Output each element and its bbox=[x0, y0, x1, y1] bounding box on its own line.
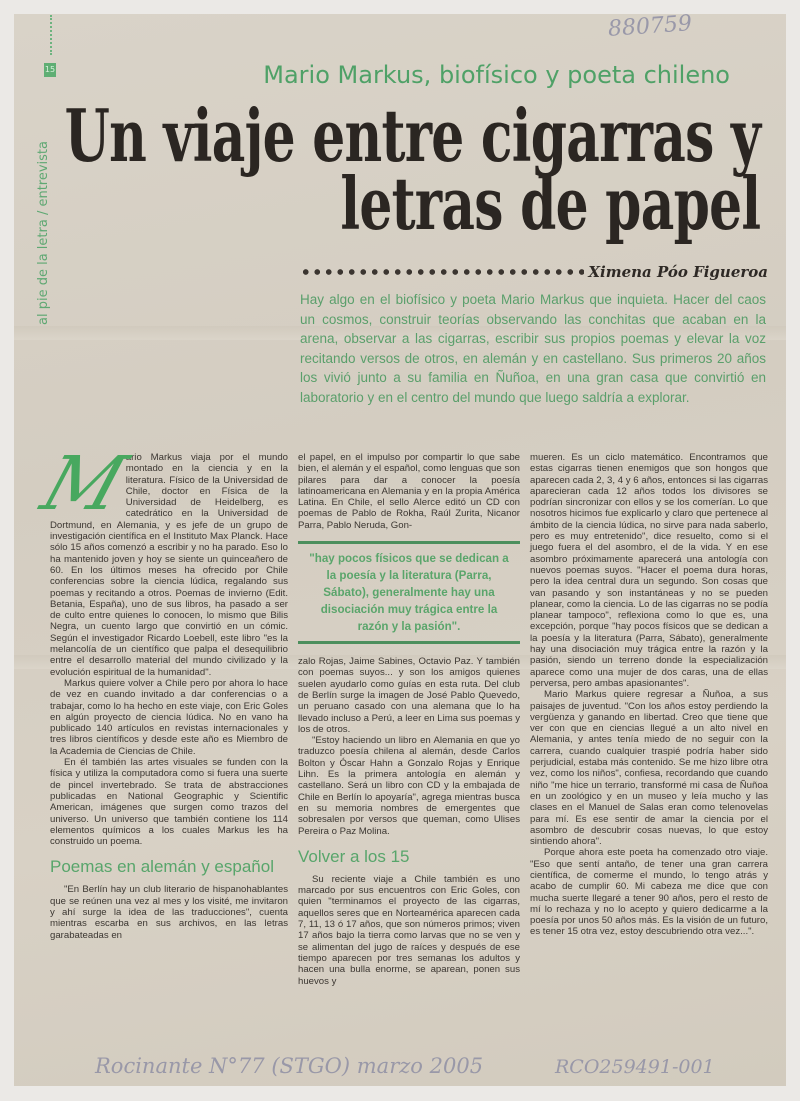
section-label: al pie de la letra / entrevista bbox=[36, 141, 51, 325]
body-paragraph: Porque ahora este poeta ha comenzado otro viaje. "Eso que sentí antaño, de tener una gran carrera científica, de comerme el mundo, lo tengo atrás y acabo de cumplir 60. Mi cabeza me dice que con mucha suerte llegaré a tener 90 años, pero el resto de mí lo rechaza y no lo acepto y quiero dedicarme a la poesía por unos 50 años más. Es la visión de un futuro, es tener 15 otra vez, estoy descubriendo otra vez...". bbox=[530, 847, 768, 938]
lead-paragraph: Hay algo en el biofísico y poeta Mario Markus que inquieta. Hacer del caos un cosmos, construir teorías observando las conchitas que acaban en la arena, observar a las cigarras, escribir sus propios poemas y elevar la voz recitando versos de otros, en alemán y en castellano. Sus primeros 20 años los vivió junto a su familia en Ñuñoa, en una gran casa que convirtió en laboratorio y en el centro del mundo que luego saldría a explorar. bbox=[300, 292, 766, 405]
body-paragraph: Su reciente viaje a Chile también es uno marcado por sus encuentros con Eric Goles, con quien "terminamos el proyecto de las cigarras, aquellos seres que en Norteamérica aparecen cada 7, 11, 13 ó 17 años, que son números primos; viven 17 años bajo la tierra como larvas que no se ven y se alimentan del jugo de raíces y después de ese tiempo aparecen por tres semanas los adultos y hacen una bulla enorme, se aparean, ponen sus huevos y bbox=[298, 873, 520, 987]
body-paragraph: Markus quiere volver a Chile pero por ahora lo hace de vez en cuando invitado a dar conferencias o a trabajar, como lo ha hecho en este viaje, con Eric Goles en algún proyecto de ciencia lúdica. No en vano ha publicado 140 artículos en revistas internacionales y tres libros científicos y desde este año es Miembro de la Academia de Ciencias de Chile. bbox=[50, 677, 288, 757]
column-1 bbox=[32, 441, 288, 941]
column-3 bbox=[530, 452, 768, 938]
page-number: 15 bbox=[44, 63, 56, 77]
handwritten-code: RCO259491-001 bbox=[555, 1056, 715, 1078]
body-paragraph: zalo Rojas, Jaime Sabines, Octavio Paz. Y también con poemas suyos... y son los amigos quienes suelen ayudarlo como guías en esta ruta. Del club de Berlín surge la imagen de José Pablo Quevedo, un peruano casado con una alemana que lo ha llevado incluso a Perú, a leer en Lima sus poemas y los de otros. bbox=[298, 656, 520, 735]
section-heading: Poemas en alemán y español bbox=[50, 857, 274, 877]
body-paragraph: En él también las artes visuales se funden con la física y utiliza la computadora como si fuera una suerte de pincel invertebrado. Se trata de abstracciones publicadas en National Geographic y Scientific American, imágenes que surgen como trazos del universo. Un universo que también contiene los 114 elementos químicos a los cuales Markus les ha construido un poema. bbox=[50, 757, 288, 848]
drop-cap: M bbox=[32, 441, 136, 527]
article-title bbox=[64, 93, 760, 246]
title-line: letras de papel bbox=[340, 161, 760, 246]
body-paragraph: el papel, en el impulso por compartir lo que sabe bien, el alemán y el español, como lenguas que son pilares para dar a conocer la poesía latinoamericana en Alemania y en la propia América Latina. En Chile, el sello Alerce editó un CD con poemas de Pablo de Rokha, Raúl Zurita, Nicanor Parra, Pablo Neruda, Gon- bbox=[298, 452, 520, 531]
body-paragraph: mueren. Es un ciclo matemático. Encontramos que estas cigarras tienen enemigos que son hongos que aparecen cada 2, 3, 4 y 6 años, entonces si las cigarras aparecieran cada 12 años todos los divisores se podrían sincronizar con ellos y se los comerían. Lo que nosotros hicimos fue explicarlo y claro que pertenece al ámbito de la ciencia lúdica, no sirve para nada saberlo, pero es muy entretenido", dice resuelto, como si el juego fuera el del asombro, el de la vida. Y en ese asombro próximamente aparecerá una antología con nuevos poemas suyos. "Hacer el poema dura horas, pero la idea central dura un segundo. Son cosas que van pasando y son instantáneas y no se pueden planear, como la ciencia. Lo de las cigarras no se podía planear tampoco", reflexiona como lo que es, una excepción, porque "hay pocos físicos que se dedican a la poesía y la literatura (Parra, Sábato), generalmente hay una disociación muy trágica entre la razón y la pasión, siendo un terreno donde la especialización aparece como una mujer de dos caras, una de ellas perversa, pero ambas apasionantes". bbox=[530, 452, 768, 689]
handwritten-source: Rocinante N°77 (STGO) marzo 2005 bbox=[95, 1054, 484, 1078]
body-paragraph: "Estoy haciendo un libro en Alemania en que yo traduzco poesía chilena al alemán, desde Carlos Bolton y Óscar Hahn a Gonzalo Rojas y Enrique Lihn. Es la primera antología en alemán y castellano. Será un libro con CD y la embajada de Chile en Berlín lo apoyaría", agrega mientras busca en su memoria nombres de emergentes que sobresalen por versos que queman, como Ulises Pereira o Paz Molina. bbox=[298, 735, 520, 837]
article-subtitle: Mario Markus, biofísico y poeta chileno bbox=[263, 61, 730, 89]
pull-quote: "hay pocos físicos que se dedican a la poesía y la literatura (Parra, Sábato), generalmente hay una disociación muy trágica entre la razón y la pasión". bbox=[298, 541, 520, 644]
body-paragraph: "En Berlín hay un club literario de hispanohablantes que se reúnen una vez al mes y los visité, me invitaron y ahí surge la idea de las traducciones", cuenta mientras escarba en sus archivos, en las letras garabateadas en bbox=[50, 884, 288, 941]
byline bbox=[300, 263, 768, 281]
handwritten-number: 880759 bbox=[607, 11, 693, 42]
title-line: Un viaje entre cigarras y bbox=[64, 93, 760, 178]
author-name: Ximena Póo Figueroa bbox=[588, 263, 768, 281]
section-dotted-rule bbox=[50, 15, 52, 55]
body-paragraph: Mario Markus quiere regresar a Ñuñoa, a sus paisajes de juventud. "Con los años estoy perdiendo la vergüenza y ganando en libertad. Creo que tiene que ver con que en ciencias llegué a un alto nivel en Alemania, y antes tenía miedo de no seguir con la carrera, cuando cualquier traspié podría haber sido perjudicial, estaba más contenido. Se me hizo libre otra vez, como los niños", confiesa, recordando que cuando niño "me hice un terrario, transformé mi casa de Ñuñoa en un zoológico y en un museo y leía mucho y las clases en el Manuel de Salas eran como telenovelas para mí. Es ese sentir de amar la ciencia por el asombro de descubrir cosas nuevas, lo que estoy sintiendo ahora". bbox=[530, 689, 768, 848]
body-paragraph: ario Markus viaja por el mundo montado en la ciencia y en la literatura. Físico de la Universidad de Chile, doctor en Física de la Universidad de Heidelberg, es catedrático en la Universidad de Dortmund, en Alemania, y es jefe de un grupo de investigación científica en el Instituto Max Planck. Hace sólo 15 años comenzó a escribir y no ha parado. Eso lo ha mantenido joven y hoy se siente un quinceañero de 60. En los últimos meses ha ofrecido por Chile conferencias sobre la ciencia lúdica, regalando sus poemas y recitando a otros. Poemas de invierno (Edit. Betania, España), uno de sus libros, ha pasado a ser de culto entre quienes lo conocen, lo mismo que Bilis Negra, un cuento largo que convirtió en un cómic. Según el investigador Ricardo Loebell, este libro "es la melancolía de un científico que palpa el desequilibrio entre el desarrollo material del mundo civilizado y la evolución espiritual de la humanidad". bbox=[50, 452, 288, 678]
dot-leader bbox=[300, 268, 584, 276]
column-2 bbox=[298, 452, 520, 987]
section-heading: Volver a los 15 bbox=[298, 846, 410, 866]
